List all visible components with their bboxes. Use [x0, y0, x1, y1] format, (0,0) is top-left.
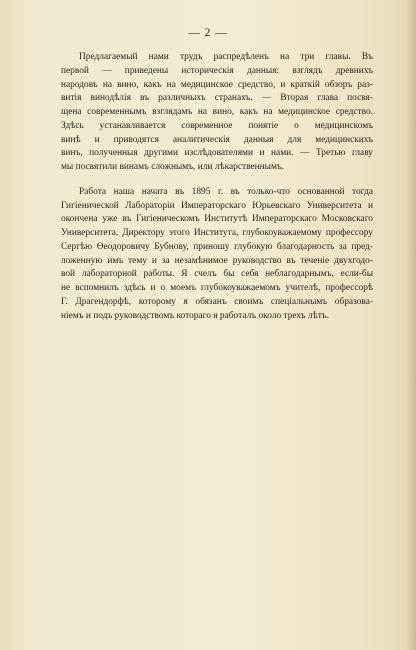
text-line: первой — приведены историческія данныя: взглядъ древнихъ	[61, 65, 373, 76]
text-line: мы посвятили винамъ сложнымъ, или лѣкарственнымъ.	[61, 162, 285, 172]
text-line: винъ, полученныя другими изслѣдователями и нами. — Третью главу	[61, 148, 373, 159]
text-line: Предлагаемый нами трудъ распредѣленъ на три главы. Въ	[79, 52, 373, 62]
text-line: Здѣсь устанавливается современное понятіе о медицинскомъ	[61, 120, 373, 131]
text-line: Университета. Директору этого Института, глубокоуважаемому профессору	[61, 228, 373, 238]
text-line: витія винодѣлія въ различныхъ странахъ. — Вторая глава посвя-	[61, 93, 373, 104]
text-line: народовъ на вино, какъ на медицинское средство, и краткій обзоръ раз-	[61, 79, 373, 90]
paragraph-gap	[61, 175, 373, 186]
text-line: вой лабораторной работы. Я счелъ бы себя неблагодарнымъ, если-бы	[61, 269, 373, 280]
text-line: щена современнымъ взглядамъ на вино, какъ на медицинское средство.	[61, 107, 373, 117]
text-line: винѣ и приводятся аналитическія данныя для медицинскихъ	[61, 134, 373, 145]
text-line: окончена уже въ Гигіеническомъ Институтѣ Императорскаго Московскаго	[61, 214, 373, 225]
text-line: Г. Драгендорфѣ, которому я обязанъ своимъ спеціальнымъ образова-	[61, 296, 373, 307]
text-line: Работа наша начата въ 1895 г. въ только-что основанной тогда	[79, 186, 373, 197]
text-line: Сергѣю Өеодоровичу Бубнову, приношу глубокую благодарность за пред-	[61, 241, 373, 252]
page-number: — 2 —	[188, 27, 228, 39]
paragraph-2	[61, 186, 373, 324]
text-line: ніемъ и подъ руководствомъ котораго я работалъ около трехъ лѣтъ.	[61, 310, 329, 321]
page-spine-shadow	[406, 0, 416, 650]
paragraph-1	[61, 51, 373, 175]
text-line: Гигіенической Лабораторіи Императорскаго Юрьевскаго Университета и	[61, 200, 373, 211]
body-text	[61, 51, 373, 323]
text-line: ложенную имъ тему и за незамѣнимое руководство въ теченіе двухгодо-	[61, 255, 373, 266]
text-line: не вспомнилъ здѣсь и о моемъ глубокоуважаемомъ учителѣ, профессорѣ	[61, 283, 373, 293]
